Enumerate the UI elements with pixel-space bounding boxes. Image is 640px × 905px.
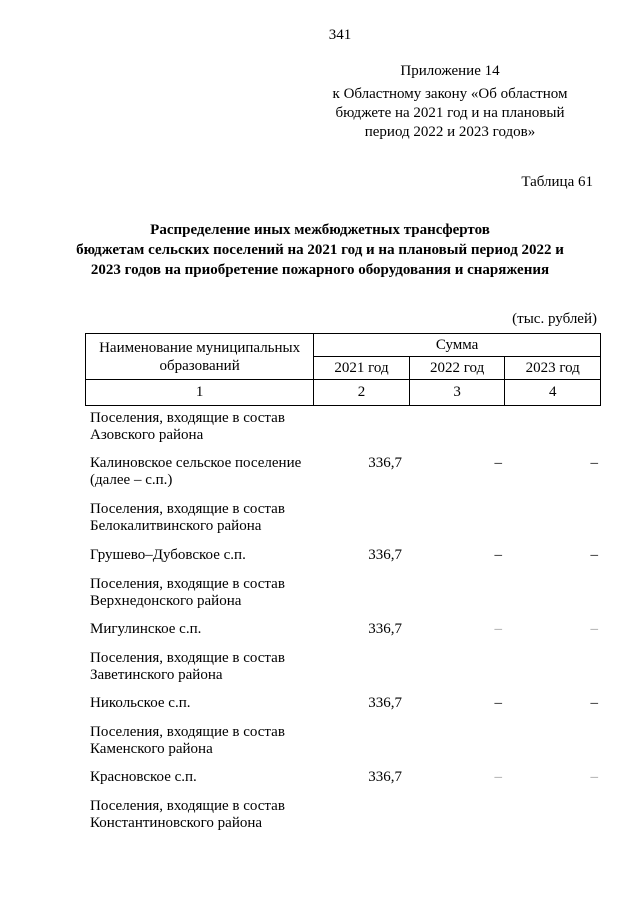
value-2023: – (590, 769, 598, 785)
row-label: Поселения, входящие в состав Азовского района (90, 410, 285, 443)
title-line: бюджетам сельских поселений на 2021 год и на плановый период 2022 и (76, 242, 564, 258)
appendix-line: бюджете на 2021 год и на плановый (335, 105, 565, 121)
value-2023: – (590, 455, 598, 471)
table-row (90, 724, 600, 769)
row-label: Поселения, входящие в состав Белокалитвинского района (90, 501, 285, 534)
page-number: 341 (328, 27, 352, 43)
units-label: (тыс. рублей) (512, 311, 597, 327)
row-label: Поселения, входящие в состав Заветинского района (90, 650, 285, 683)
value-2021: 336,7 (368, 455, 402, 471)
column-2021-header: 2021 год (314, 357, 410, 380)
title-line: 2023 годов на приобретение пожарного оборудования и снаряжения (90, 262, 550, 278)
column-number: 2 (314, 380, 410, 406)
table-row (90, 547, 600, 576)
table-row (90, 798, 600, 838)
row-label: Грушево–Дубовское с.п. (90, 547, 246, 563)
appendix-line: период 2022 и 2023 годов» (364, 124, 536, 140)
table-row (90, 410, 600, 455)
value-2022: – (494, 695, 502, 711)
appendix-block (305, 62, 595, 142)
value-2022: – (494, 621, 502, 637)
table-row (90, 501, 600, 547)
column-number: 3 (409, 380, 505, 406)
table-header (85, 333, 601, 406)
column-name-header: Наименование муниципальных образований (86, 334, 314, 380)
row-label: Красновское с.п. (90, 769, 197, 785)
value-2022: – (494, 547, 502, 563)
row-label: Поселения, входящие в состав Константиновского района (90, 798, 285, 831)
value-2021: 336,7 (368, 769, 402, 785)
value-2023: – (590, 621, 598, 637)
column-2022-header: 2022 год (409, 357, 505, 380)
table-row (90, 695, 600, 724)
document-title (70, 220, 570, 280)
row-label: Поселения, входящие в состав Верхнедонского района (90, 576, 285, 609)
column-sum-header: Сумма (314, 334, 601, 357)
row-label: Поселения, входящие в состав Каменского района (90, 724, 285, 757)
title-line: Распределение иных межбюджетных трансфертов (150, 222, 490, 238)
value-2021: 336,7 (368, 695, 402, 711)
table-row (90, 621, 600, 650)
value-2021: 336,7 (368, 547, 402, 563)
appendix-line: к Областному закону «Об областном (332, 86, 568, 102)
column-number: 1 (86, 380, 314, 406)
value-2022: – (494, 455, 502, 471)
appendix-title: Приложение 14 (400, 63, 500, 79)
table-body (90, 410, 600, 838)
row-label: Никольское с.п. (90, 695, 191, 711)
row-label: Калиновское сельское поселение (далее – с.п.) (90, 455, 302, 488)
value-2022: – (494, 769, 502, 785)
table-row (90, 455, 600, 501)
table-row (90, 650, 600, 695)
column-number: 4 (505, 380, 601, 406)
table-row (90, 769, 600, 798)
value-2023: – (590, 547, 598, 563)
row-label: Мигулинское с.п. (90, 621, 202, 637)
value-2023: – (590, 695, 598, 711)
table-number: Таблица 61 (521, 174, 593, 190)
value-2021: 336,7 (368, 621, 402, 637)
table-row (90, 576, 600, 621)
column-2023-header: 2023 год (505, 357, 601, 380)
